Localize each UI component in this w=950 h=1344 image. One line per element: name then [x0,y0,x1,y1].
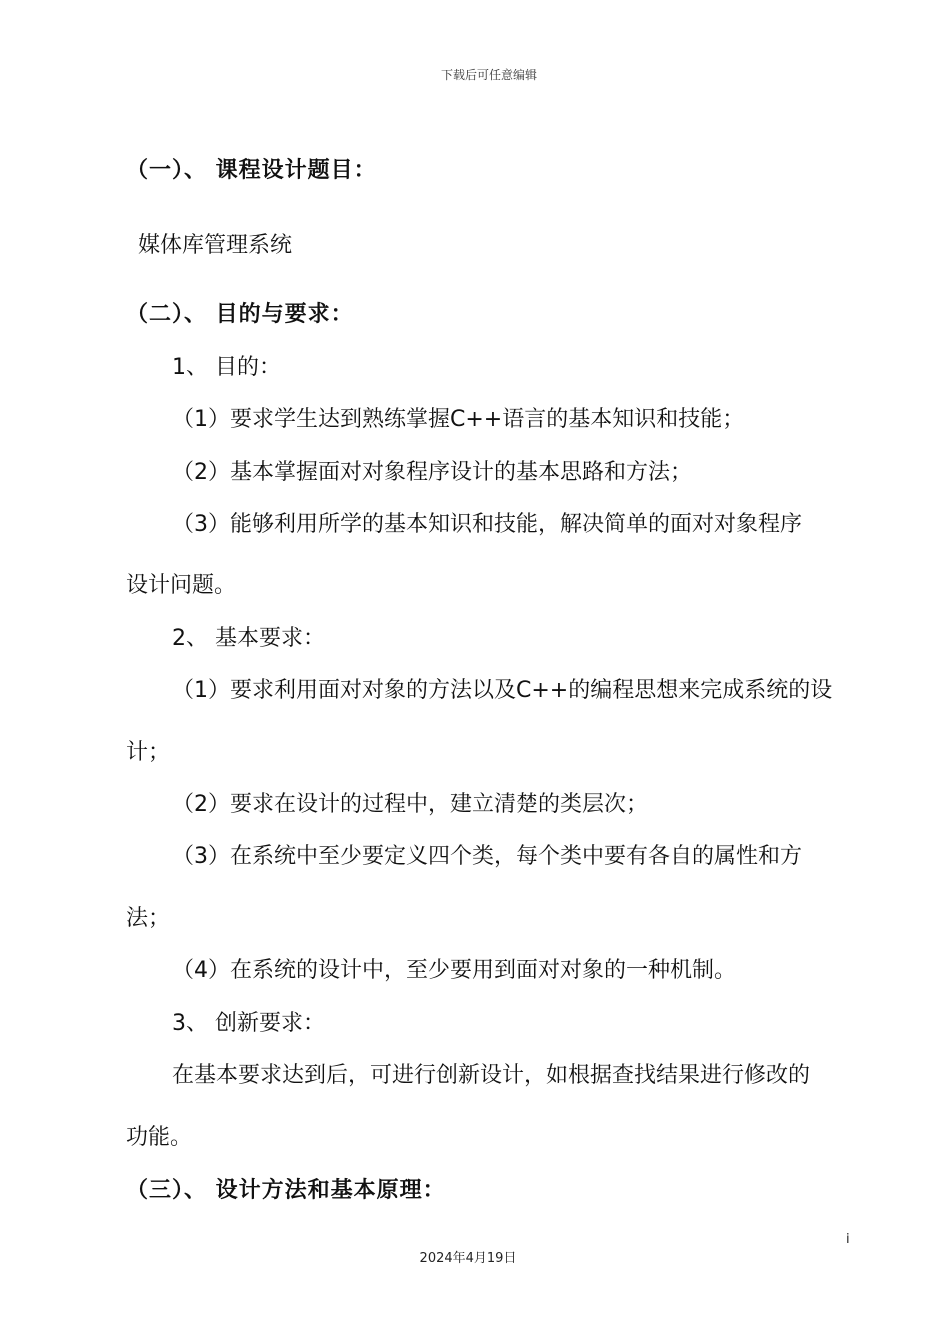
requirement-item-3-cont: 法； [126,906,171,931]
purpose-item-3-cont: 设计问题。 [126,573,237,598]
page-number: i [846,1232,850,1247]
requirement-item-3: （3）在系统中至少要定义四个类，每个类中要有各自的属性和方 [172,844,802,869]
requirement-item-1-cont: 计； [126,740,171,765]
requirement-item-2: （2）要求在设计的过程中，建立清楚的类层次； [172,792,648,817]
footer-date: 2024年4月19日 [419,1251,517,1266]
page-header: 下载后可任意编辑 [440,68,537,82]
subsection-basic-requirements: 2、 基本要求： [172,626,325,651]
purpose-item-1: （1）要求学生达到熟练掌握C++语言的基本知识和技能； [172,407,745,432]
section-heading-3: （三）、 设计方法和基本原理： [126,1178,446,1203]
course-title: 媒体库管理系统 [138,233,293,258]
subsection-innovation: 3、 创新要求： [172,1011,325,1036]
requirement-item-4: （4）在系统的设计中，至少要用到面对对象的一种机制。 [172,958,736,983]
subsection-purpose: 1、 目的： [172,355,281,380]
purpose-item-3: （3）能够利用所学的基本知识和技能，解决简单的面对对象程序 [172,512,802,537]
section-heading-2: （二）、 目的与要求： [126,302,354,327]
innovation-text-cont: 功能。 [126,1125,193,1150]
requirement-item-1: （1）要求利用面对对象的方法以及C++的编程思想来完成系统的设 [172,678,833,703]
purpose-item-2: （2）基本掌握面对对象程序设计的基本思路和方法； [172,460,692,485]
innovation-text: 在基本要求达到后，可进行创新设计，如根据查找结果进行修改的 [172,1063,811,1088]
section-heading-1: （一）、 课程设计题目： [126,158,377,183]
